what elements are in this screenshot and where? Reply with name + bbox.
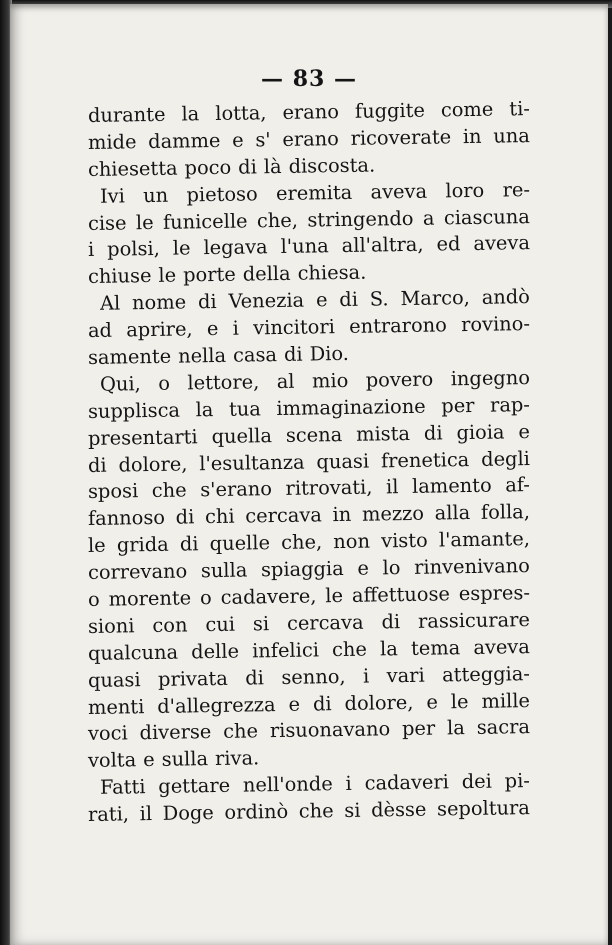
word: degli [481,446,531,471]
word: cadavere, [220,584,317,609]
word: mio [311,368,349,393]
word: gettare [158,774,231,799]
text-line [88,795,530,829]
word: Dio. [309,341,350,366]
word: mista [355,421,411,446]
word: l'una [280,234,329,259]
word: i [362,664,370,688]
word: e [206,317,219,341]
word: stringendo [307,206,414,232]
word: aveva [370,179,428,204]
word: le [135,210,154,234]
word: Qui, [99,372,141,396]
word: eremita [275,180,353,205]
word: d'allegrezza [157,692,276,718]
word: quella [211,423,273,448]
word: frenetica [380,447,470,472]
word: durante [87,102,166,127]
word: sioni [87,614,135,638]
word: Doge [162,801,214,825]
word: il [385,475,399,499]
word: grida [116,532,169,557]
word: in [462,124,482,149]
word: lo [382,556,401,580]
word: e [518,419,531,443]
word: aveva [473,634,531,659]
word: le [325,584,344,608]
word: che [331,637,368,661]
word: scena [285,422,343,447]
word: di [238,155,258,179]
word: andò [481,285,531,310]
word: dei [461,769,493,794]
word: in [332,503,352,527]
word: fannoso [87,506,166,531]
word: come [440,97,494,122]
word: vari [386,663,425,688]
word: loro [445,178,485,203]
word: nome [131,290,187,315]
word: erano [282,126,340,151]
word: i [345,772,352,796]
word: o [87,587,100,612]
word: povero [365,367,434,392]
word: polsi, [107,237,160,262]
word: cercava [245,503,323,528]
word: spiaggia [260,557,344,582]
word: con [152,613,188,637]
word: al [276,369,295,393]
word: là [263,154,282,179]
word: S. [369,287,389,311]
word: menti [87,694,145,719]
word: si [344,798,361,823]
word: un [142,183,169,207]
word: o [158,371,171,395]
word: sulla [200,558,248,583]
word: volta [87,748,137,773]
word: le [158,263,177,288]
word: e [288,692,301,716]
word: damme [148,128,221,153]
word: ordinò [224,800,289,825]
word: poco [184,155,232,180]
word: che [298,799,334,823]
word: re- [502,177,531,202]
word: rinvenivano [413,554,531,580]
word: rassicurare [417,607,531,633]
word: atteggia- [441,661,531,687]
word: cadaveri [364,770,450,795]
page-number: — 83 — [261,66,357,92]
word: rovino- [460,312,531,337]
word: af- [505,473,531,497]
word: samente [87,344,172,370]
word: casa [232,343,278,367]
word: e [231,128,244,152]
word: di [175,505,195,529]
word: legava [203,235,268,260]
word: Ivi [99,184,125,208]
word: mezzo [361,502,425,527]
word: che [151,478,187,503]
word: una [493,123,531,148]
word: ad [87,318,113,343]
word: la [181,102,200,126]
word: qualcuna [87,640,179,665]
word: fuggite [354,98,426,123]
word: all'altra, [341,233,424,258]
word: ed [436,232,461,256]
word: che, [280,530,323,555]
word: i [87,238,95,262]
word: di [245,665,265,690]
word: la [195,397,214,422]
word: quasi [316,449,370,473]
word: la [446,716,466,740]
word: lettore, [187,370,260,395]
word: gioia [456,420,505,444]
word: quelle [209,531,271,556]
word: s'erano [200,477,273,502]
word: ricoverate [350,125,452,150]
word: discosta. [288,153,376,178]
word: dèsse [370,797,427,822]
word: senno, [281,664,346,689]
word: e [426,690,439,714]
word: dolore, [118,452,188,477]
word: nella [177,343,227,368]
word: per [441,393,475,418]
word: i [232,316,240,340]
word: affettuose [351,582,451,607]
book-page [10,4,608,945]
word: ritrovati, [285,476,373,501]
word: Marco, [400,286,471,311]
word: visto [380,528,428,553]
word: entrarono [348,313,447,339]
word: le [450,689,469,713]
word: che, [256,208,299,232]
word: Fatti [99,775,146,800]
word: non [333,529,371,554]
word: presentarti [87,424,198,450]
word: ciascuna [443,204,531,229]
word: funicelle [162,209,248,234]
word: dolore, [344,690,414,715]
word: chi [204,505,235,529]
word: l'amante, [438,527,531,552]
word: di [339,287,359,312]
word: sulla [161,747,209,772]
word: chiuse [87,264,152,289]
word: di [312,691,332,716]
word: di [197,290,217,314]
word: mille [481,688,531,713]
word: che [222,719,259,744]
word: sepoltura [436,796,531,821]
word: correvano [87,559,188,585]
word: risuonavano [269,717,391,743]
word: tema [410,635,461,660]
word: le [87,533,106,558]
word: di [381,610,401,634]
word: pi- [504,769,531,793]
word: della [242,262,291,286]
word: chiesa. [297,260,367,286]
word: o [199,586,212,610]
word: il [139,802,153,826]
word: cise [87,210,127,235]
word: s' [255,128,271,152]
word: quasi [87,667,141,692]
word: vincitori [253,315,336,340]
word: sacra [476,715,531,740]
body-text [87,97,531,829]
word: rati, [87,802,130,827]
word: ti- [509,97,531,121]
word: pietoso [186,182,258,207]
word: morente [108,586,192,611]
word: diverse [139,720,212,745]
word: privata [157,666,228,691]
word: a [422,206,435,230]
word: voci [87,721,128,746]
word: lamento [411,474,492,499]
word: rap- [489,392,531,417]
word: aprire, [126,317,193,342]
word: di [179,532,199,556]
word: folla, [480,500,531,525]
word: di [423,421,443,445]
word: di [283,342,303,366]
word: supplisca [87,398,181,423]
word: Venezia [228,288,305,314]
word: immaginazione [276,394,426,420]
word: cui [205,612,236,637]
word: e [142,748,155,772]
word: erano [282,100,340,124]
word: si [252,612,270,636]
word: chiesetta [87,156,178,181]
word: e [357,556,370,580]
word: e [315,288,328,312]
word: per [401,717,436,741]
word: le [172,236,191,261]
word: cercava [286,610,364,635]
word: di [87,453,107,477]
word: aveva [473,231,531,256]
word: sposi [87,479,139,504]
word: riva. [214,746,260,771]
word: tua [228,397,262,421]
word: l'esultanza [199,450,305,475]
word: espres- [458,581,531,606]
word: lotta, [215,101,267,125]
word: porte [182,263,236,287]
word: delle [191,639,240,664]
word: Al [99,291,121,316]
word: ingegno [450,365,531,391]
word: infelici [251,638,320,663]
word: mide [87,130,137,154]
word: la [379,636,399,661]
word: alla [434,501,471,525]
word: nell'onde [242,772,333,797]
